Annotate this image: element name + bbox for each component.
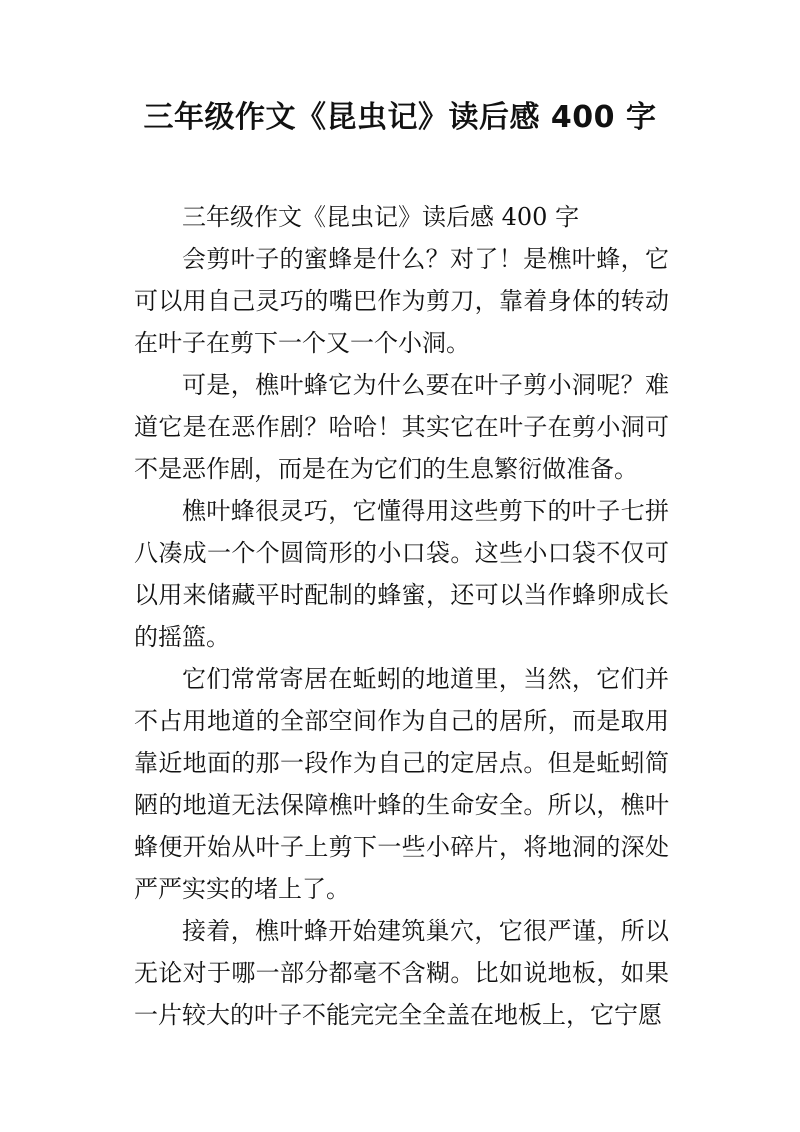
document-title: 三年级作文《昆虫记》读后感 400 字 <box>143 100 657 135</box>
paragraph: 接着，樵叶蜂开始建筑巢穴，它很严谨，所以无论对于哪一部分都毫不含糊。比如说地板，如果一片较大的叶子不能完完全全盖在地板上，它宁愿 <box>134 917 669 1029</box>
paragraph: 三年级作文《昆虫记》读后感 400 字 <box>182 203 580 231</box>
paragraph: 会剪叶子的蜜蜂是什么？对了！是樵叶蜂，它可以用自己灵巧的嘴巴作为剪刀，靠着身体的转动在叶子在剪下一个又一个小洞。 <box>134 245 669 357</box>
paragraph: 可是，樵叶蜂它为什么要在叶子剪小洞呢？难道它是在恶作剧？哈哈！其实它在叶子在剪小洞可不是恶作剧，而是在为它们的生息繁衍做准备。 <box>134 371 669 483</box>
paragraph: 樵叶蜂很灵巧，它懂得用这些剪下的叶子七拼八凑成一个个圆筒形的小口袋。这些小口袋不仅可以用来储藏平时配制的蜂蜜，还可以当作蜂卵成长的摇篮。 <box>134 497 669 651</box>
paragraph: 它们常常寄居在蚯蚓的地道里，当然，它们并不占用地道的全部空间作为自己的居所，而是取用靠近地面的那一段作为自己的定居点。但是蚯蚓简陋的地道无法保障樵叶蜂的生命安全。所以，樵叶蜂便开始从叶子上剪下一些小碎片，将地洞的深处严严实实的堵上了。 <box>134 665 669 903</box>
document-body <box>134 196 669 1036</box>
